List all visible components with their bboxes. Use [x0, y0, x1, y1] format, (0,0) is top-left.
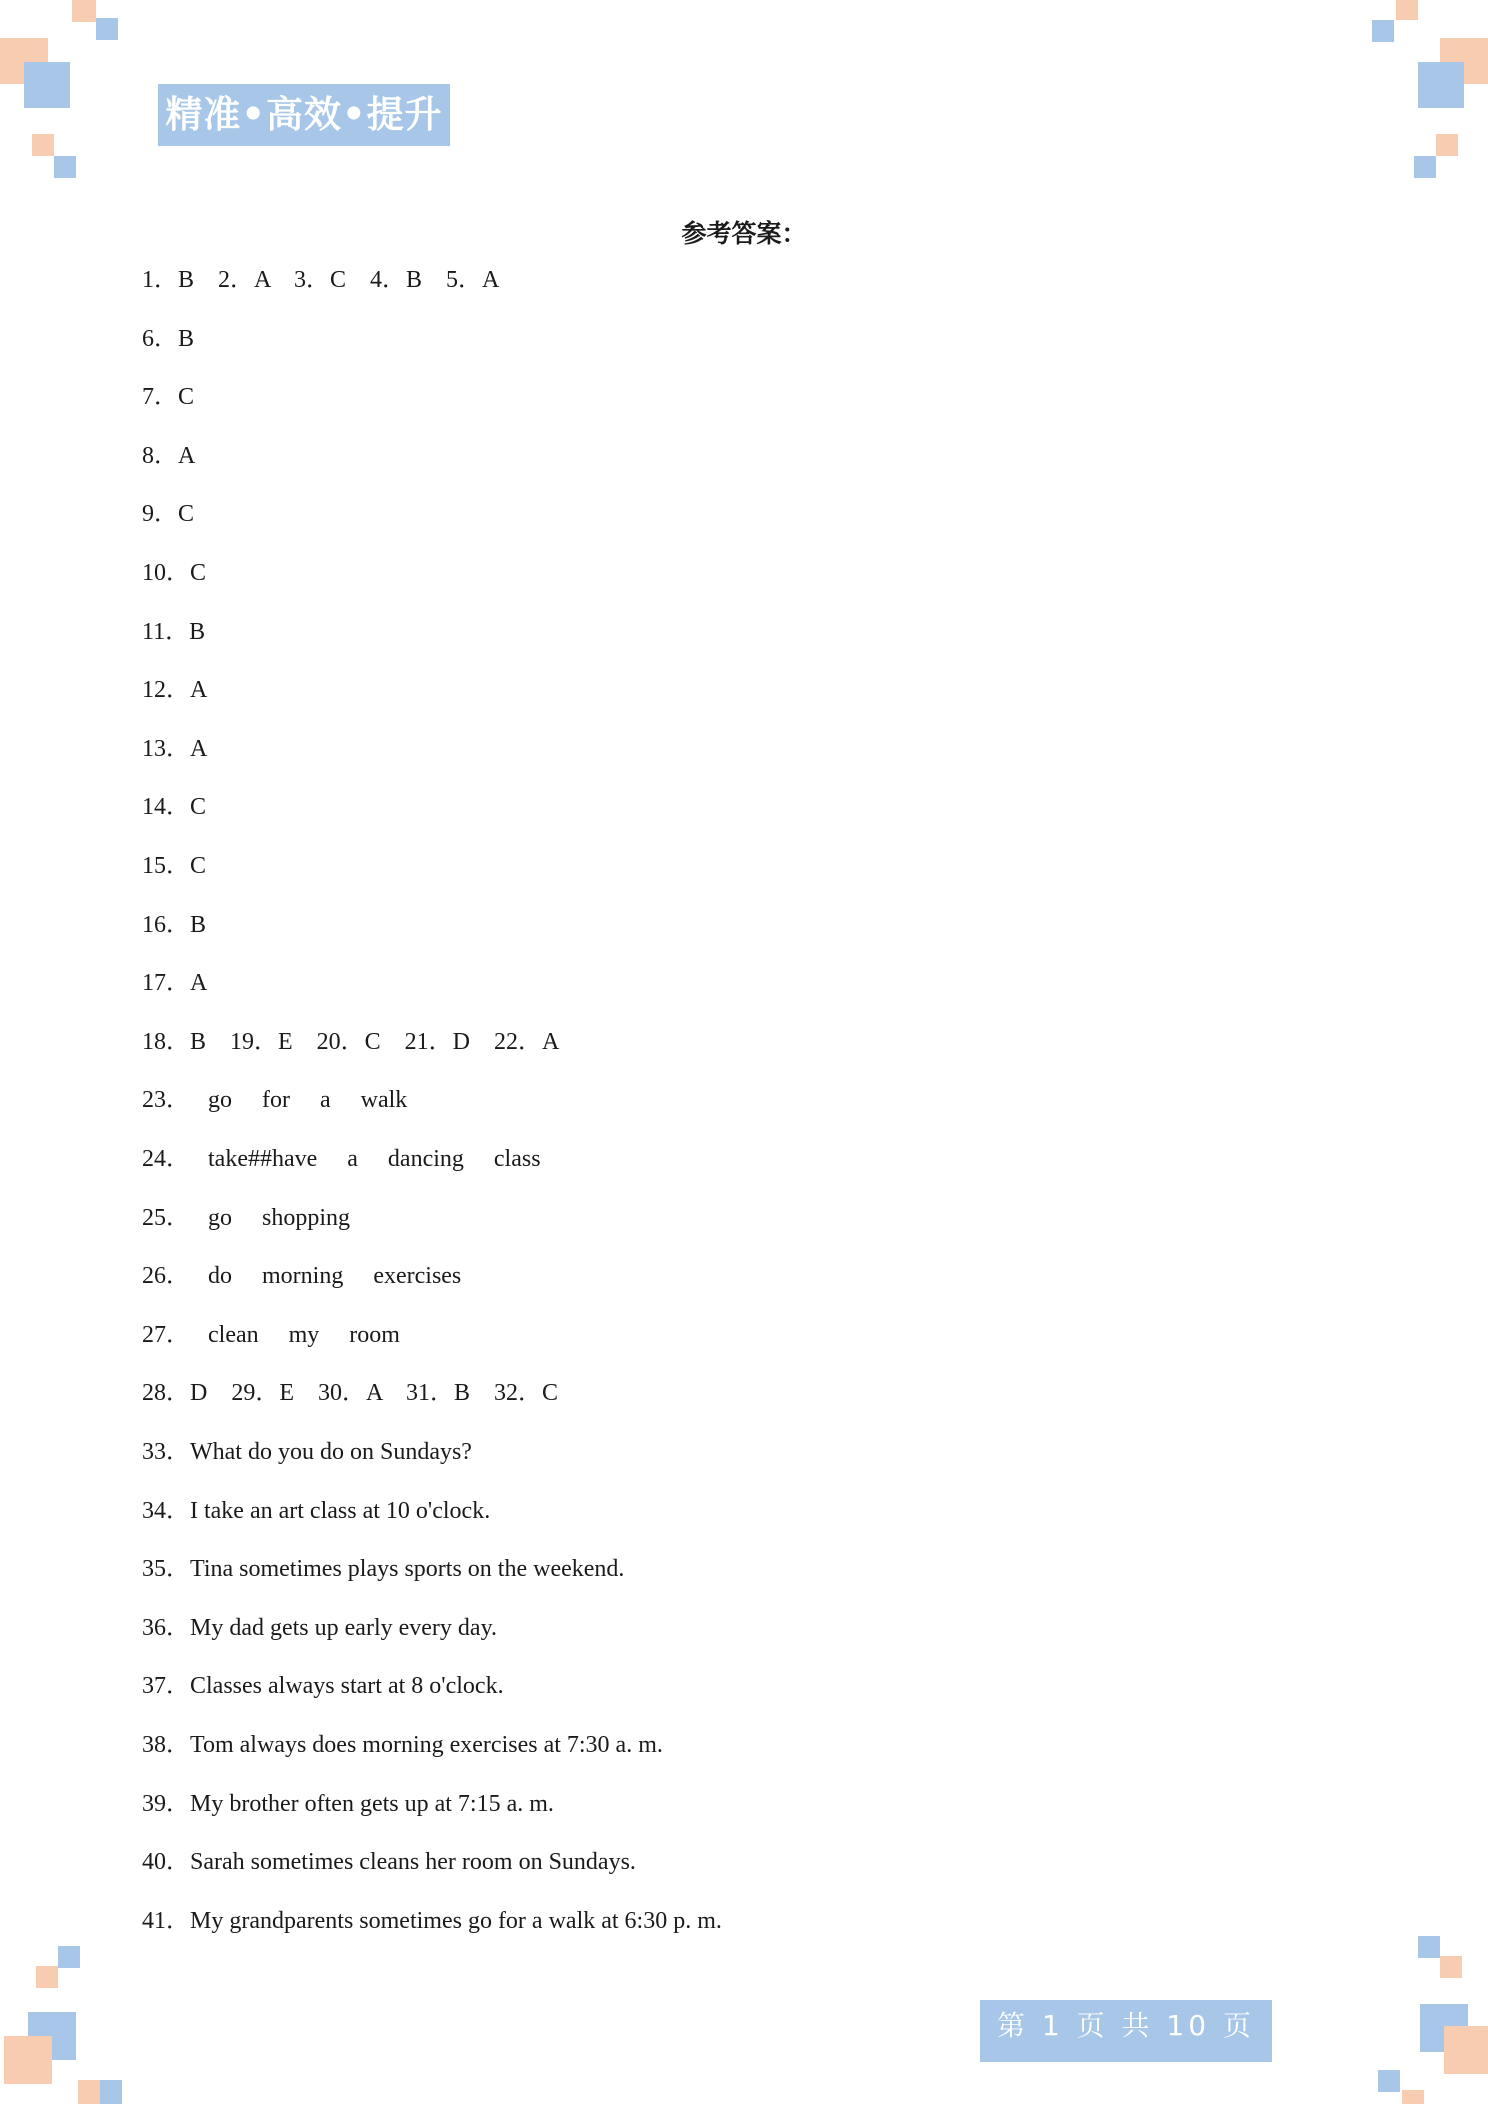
- answer-line: 34．I take an art class at 10 o'clock.: [142, 1497, 491, 1524]
- answer-line: 33．What do you do on Sundays?: [142, 1439, 472, 1465]
- answer-line: 11．B: [142, 618, 206, 645]
- answer-line: 35．Tina sometimes plays sports on the weekend.: [142, 1556, 625, 1583]
- answer-line: 38．Tom always does morning exercises at 7:30 a. m.: [142, 1732, 663, 1758]
- answer-line: 24． take##have a dancing class: [142, 1146, 541, 1172]
- answer-line: 14．C: [142, 794, 207, 821]
- answer-line: 9．C: [142, 501, 195, 528]
- answer-line: 8．A: [142, 442, 196, 469]
- page-title: 参考答案：: [681, 219, 807, 248]
- answer-line: 1．B 2．A 3．C 4．B 5．A: [142, 267, 500, 293]
- answer-line: 16．B: [142, 911, 207, 938]
- answer-line: 6．B: [142, 325, 195, 352]
- answer-line: 13．A: [142, 735, 208, 762]
- answer-line: 15．C: [142, 853, 207, 879]
- answer-line: 41．My grandparents sometimes go for a walk at 6:30 p. m.: [142, 1907, 722, 1934]
- answer-line: 40．Sarah sometimes cleans her room on Sundays.: [142, 1849, 636, 1876]
- page-number-footer: 第 1 页 共 10 页: [980, 2000, 1272, 2062]
- answer-line: 28．D 29．E 30．A 31．B 32．C: [142, 1380, 559, 1407]
- answer-line: 37．Classes always start at 8 o'clock.: [142, 1673, 504, 1700]
- answer-line: 39．My brother often gets up at 7:15 a. m.: [142, 1790, 554, 1817]
- answer-line: 18．B 19．E 20．C 21．D 22．A: [142, 1028, 560, 1055]
- answer-line: 10．C: [142, 560, 207, 586]
- answer-line: 36．My dad gets up early every day.: [142, 1614, 498, 1641]
- answer-line: 25． go shopping: [142, 1204, 351, 1231]
- answer-line: 7．C: [142, 384, 195, 411]
- answer-line: 23． go for a walk: [142, 1087, 408, 1114]
- answer-line: 12．A: [142, 677, 208, 704]
- answer-line: 27． clean my room: [142, 1321, 400, 1348]
- brand-banner: 精准•高效•提升: [158, 84, 450, 146]
- answer-line: 17．A: [142, 970, 208, 997]
- answer-line: 26． do morning exercises: [142, 1263, 462, 1290]
